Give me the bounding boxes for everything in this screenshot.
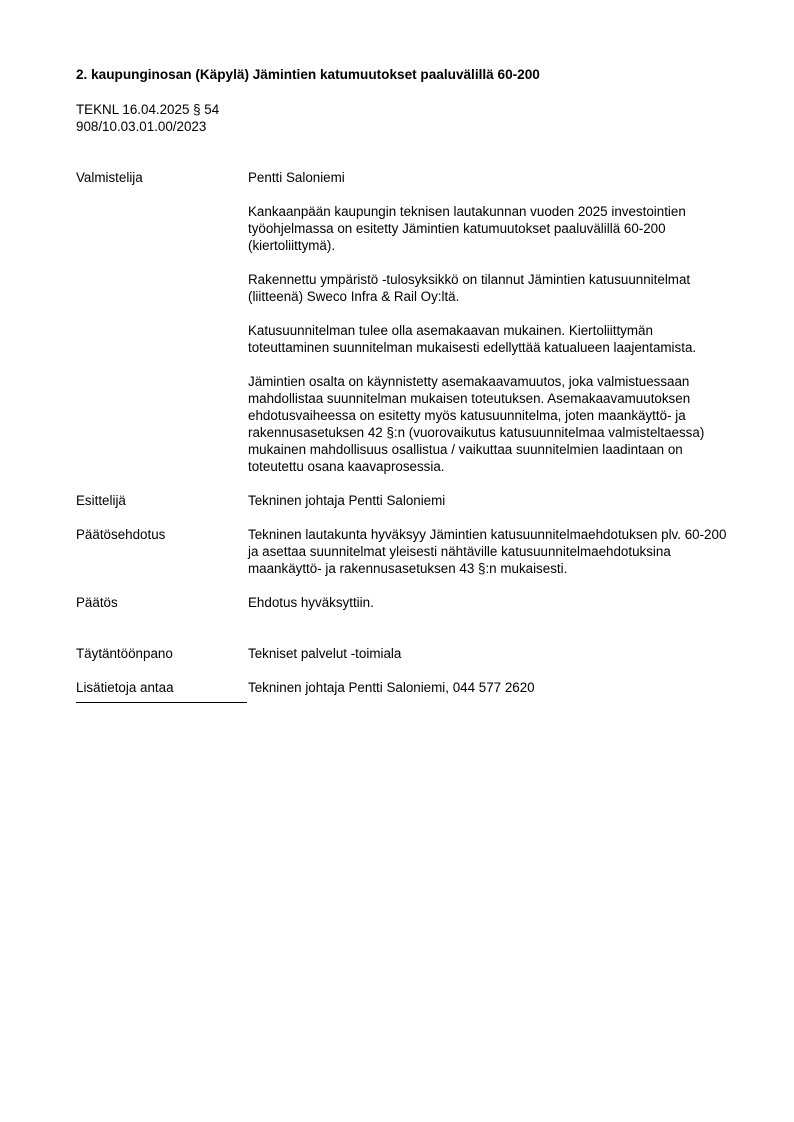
section-label-taytantoonpano: Täytäntöönpano <box>76 646 173 661</box>
body-paragraph: Rakennettu ympäristö -tulosyksikkö on tilannut Jämintien katusuunnitelmat (liitteenä) Sweco Infra & Rail Oy:ltä. <box>248 272 691 304</box>
section-text-paatos: Ehdotus hyväksyttiin. <box>248 595 374 610</box>
section-content-valmistelija <box>248 169 736 475</box>
document-meta <box>76 101 736 135</box>
section-lisatietoja <box>76 679 736 696</box>
body-paragraph: Jämintien osalta on käynnistetty asemakaavamuutos, joka valmistuessaan mahdollistaa suunnitelman mukaisen toteutuksen. Asemakaavamuutoksen ehdotusvaiheessa on esitetty myös katusuunnitelma, joten maankäyttö- ja rakennusasetuksen 42 §:n (vuorovaikutus katusuunnitelmaa valmisteltaessa) mukainen mahdollisuus osallistua / vaikuttaa suunnitelmien laadintaan on toteutettu osana kaavaprosessia. <box>248 374 705 474</box>
section-label-esittelija: Esittelijä <box>76 493 126 508</box>
section-paatos <box>76 594 736 611</box>
preparer-name: Pentti Saloniemi <box>248 170 345 185</box>
section-label-lisatietoja: Lisätietoja antaa <box>76 680 174 695</box>
document-page <box>76 66 736 703</box>
section-label-valmistelija: Valmistelija <box>76 170 143 185</box>
section-label-paatosehdotus: Päätösehdotus <box>76 527 166 542</box>
section-text-paatosehdotus: Tekninen lautakunta hyväksyy Jämintien katusuunnitelmaehdotuksen plv. 60-200 ja asettaa suunnitelmat yleisesti nähtäville katusuunnitelmaehdotuksina maankäyttö- ja rakennusasetuksen 43 §:n mukaisesti. <box>248 527 727 576</box>
diary-number: 908/10.03.01.00/2023 <box>76 119 207 134</box>
body-paragraph: Katusuunnitelman tulee olla asemakaavan mukainen. Kiertoliittymän toteuttaminen suunnitelman mukaisesti edellyttää katualueen laajentamista. <box>248 323 697 355</box>
section-text-lisatietoja: Tekninen johtaja Pentti Saloniemi, 044 577 2620 <box>248 680 535 695</box>
divider <box>76 702 247 703</box>
meeting-reference: TEKNL 16.04.2025 § 54 <box>76 102 220 117</box>
section-label-paatos: Päätös <box>76 595 118 610</box>
section-taytantoonpano <box>76 645 736 662</box>
section-paatosehdotus <box>76 526 736 577</box>
section-esittelija <box>76 492 736 509</box>
section-valmistelija <box>76 169 736 475</box>
body-paragraph: Kankaanpään kaupungin teknisen lautakunnan vuoden 2025 investointien työohjelmassa on esitetty Jämintien katumuutokset paaluvälillä 60-200 (kiertoliittymä). <box>248 204 686 253</box>
section-text-taytantoonpano: Tekniset palvelut -toimiala <box>248 646 402 661</box>
document-title: 2. kaupunginosan (Käpylä) Jämintien katumuutokset paaluvälillä 60-200 <box>76 67 540 82</box>
section-text-esittelija: Tekninen johtaja Pentti Saloniemi <box>248 493 446 508</box>
